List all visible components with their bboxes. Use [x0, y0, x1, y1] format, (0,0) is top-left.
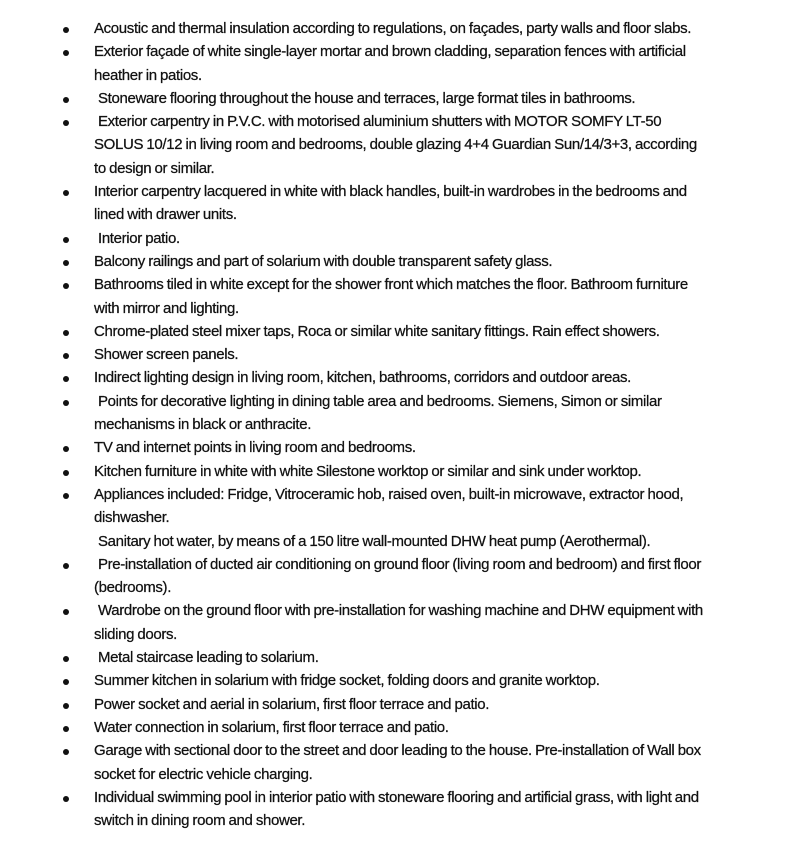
list-item: [0, 436, 800, 459]
list-item: [0, 786, 800, 833]
list-item: [0, 669, 800, 692]
list-item: [0, 17, 800, 40]
list-item: [0, 693, 800, 716]
list-item-text: TV and internet points in living room and bedrooms.: [94, 439, 416, 457]
list-item: [0, 739, 800, 786]
bullet-icon: [63, 376, 69, 382]
list-item-text: Acoustic and thermal insulation according to regulations, on façades, party walls and floor slabs.: [94, 20, 692, 37]
list-item: [0, 87, 800, 110]
bullet-icon: [63, 796, 69, 802]
list-item-text: Metal staircase leading to solarium.: [98, 649, 319, 667]
bullet-icon: [63, 353, 69, 359]
specifications-document: [0, 17, 800, 832]
bullet-icon: [63, 726, 69, 732]
list-item: [0, 390, 800, 437]
list-item: [0, 553, 800, 600]
bullet-icon: [63, 260, 69, 266]
bullet-icon: [63, 679, 69, 685]
list-item-text: Exterior carpentry in P.V.C. with motorised aluminium shutters with MOTOR SOMFY LT-50 SOLUS 10/12 in living room and bedrooms, double glazing 4+4 Guardian Sun/14/3+3, according to design or similar.: [94, 113, 697, 177]
list-item: [0, 599, 800, 646]
bullet-icon: [63, 237, 69, 243]
list-item-text: Shower screen panels.: [94, 346, 239, 364]
list-item-text: Indirect lighting design in living room, kitchen, bathrooms, corridors and outdoor areas.: [94, 369, 631, 387]
list-item: [0, 227, 800, 250]
list-item-text: Balcony railings and part of solarium with double transparent safety glass.: [94, 252, 553, 270]
bullet-icon: [63, 400, 69, 406]
bullet-icon: [63, 283, 69, 289]
list-item-text: Kitchen furniture in white with white Silestone worktop or similar and sink under worktop.: [94, 462, 642, 480]
list-item: [0, 460, 800, 483]
list-item: [0, 273, 800, 320]
bullet-icon: [63, 120, 69, 126]
list-item: [0, 646, 800, 669]
list-item-text: Pre-installation of ducted air conditioning on ground floor (living room and bedroom) and first floor (bedrooms).: [94, 555, 702, 597]
bullet-icon: [63, 27, 69, 33]
list-item-text: Wardrobe on the ground floor with pre-installation for washing machine and DHW equipment with sliding doors.: [94, 602, 703, 643]
list-item: [0, 366, 800, 389]
list-item-text: Sanitary hot water, by means of a 150 litre wall-mounted DHW heat pump (Aerothermal).: [98, 532, 651, 550]
bullet-icon: [63, 563, 69, 569]
list-item-text: Garage with sectional door to the street and door leading to the house. Pre-installation of Wall box socket for electric vehicle charging.: [94, 742, 701, 783]
bullet-icon: [63, 609, 69, 615]
bullet-icon: [63, 493, 69, 499]
bullet-icon: [63, 190, 69, 196]
list-item: [0, 716, 800, 739]
list-item-text: Summer kitchen in solarium with fridge socket, folding doors and granite worktop.: [94, 672, 600, 690]
list-item-text: Individual swimming pool in interior patio with stoneware flooring and artificial grass, with light and switch in dining room and shower.: [94, 788, 699, 830]
list-item-text: Power socket and aerial in solarium, first floor terrace and patio.: [94, 695, 490, 713]
bullet-icon: [63, 749, 69, 755]
bullet-icon: [63, 470, 69, 476]
list-item: [0, 40, 800, 87]
list-item: [0, 180, 800, 227]
bullet-icon: [63, 330, 69, 336]
specifications-list: [0, 17, 800, 832]
list-item: [0, 483, 800, 530]
bullet-icon: [63, 97, 69, 103]
bullet-icon: [63, 656, 69, 662]
bullet-icon: [63, 446, 69, 452]
list-item: [0, 110, 800, 180]
list-item-text: Exterior façade of white single-layer mortar and brown cladding, separation fences with artificial heather in patios.: [94, 43, 686, 84]
bullet-icon: [63, 703, 69, 709]
list-item-text: Stoneware flooring throughout the house and terraces, large format tiles in bathrooms.: [98, 89, 636, 107]
list-item-text: Points for decorative lighting in dining table area and bedrooms. Siemens, Simon or similar mechanisms in black or anthracite.: [94, 392, 662, 434]
list-item-text: Interior patio.: [98, 229, 180, 247]
bullet-icon: [63, 50, 69, 56]
list-item-text: Interior carpentry lacquered in white with black handles, built-in wardrobes in the bedrooms and lined with drawer units.: [94, 183, 687, 224]
list-item-text: Bathrooms tiled in white except for the shower front which matches the floor. Bathroom furniture with mirror and lighting.: [94, 276, 688, 317]
list-item: [0, 343, 800, 366]
list-item-text: Chrome-plated steel mixer taps, Roca or similar white sanitary fittings. Rain effect showers.: [94, 322, 660, 340]
list-item: [0, 250, 800, 273]
list-item: [0, 320, 800, 343]
list-item-text: Appliances included: Fridge, Vitroceramic hob, raised oven, built-in microwave, extractor hood, dishwasher.: [94, 485, 684, 527]
list-item: [0, 530, 800, 553]
list-item-text: Water connection in solarium, first floor terrace and patio.: [94, 718, 449, 736]
